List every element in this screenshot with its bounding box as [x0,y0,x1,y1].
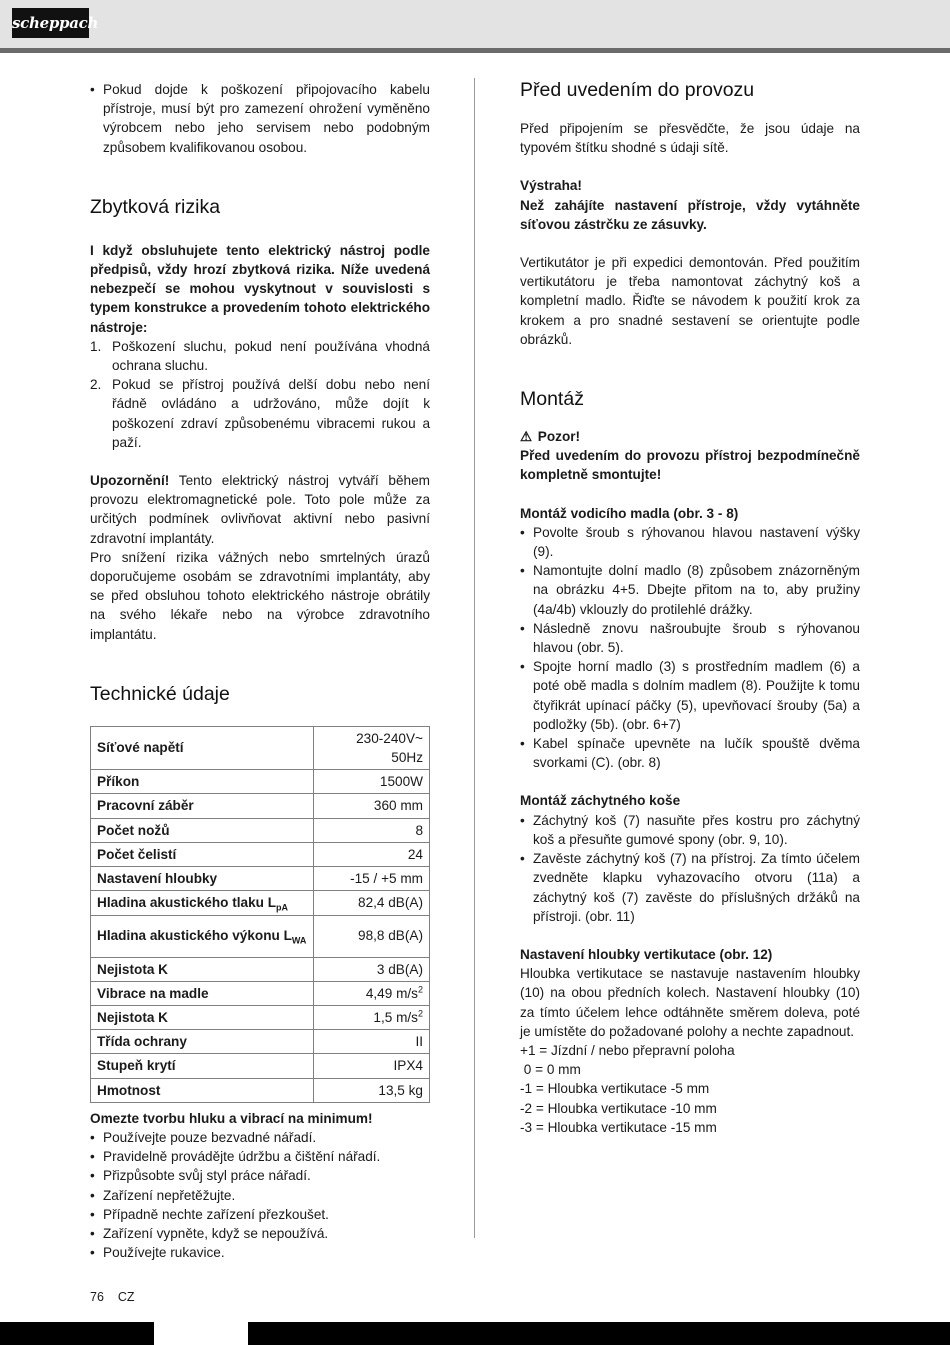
spec-value-text: 13,5 kg [378,1082,423,1098]
spec-value [314,915,430,957]
spec-label [91,957,314,981]
spec-label-subscript: pA [276,903,289,914]
noise-item: • Zařízení vypněte, když se nepoužívá. [90,1224,430,1243]
left-column [90,80,430,1262]
spec-row [91,818,430,842]
spec-label [91,867,314,891]
spec-label [91,981,314,1005]
caution-line [520,427,860,446]
notice-label: Upozornění! [90,473,170,489]
before-startup-heading: Před uvedením do provozu [520,79,755,101]
caution-label: Pozor! [537,429,581,445]
spec-value-text: 360 mm [373,798,423,814]
spec-label [91,842,314,866]
spec-label [91,1054,314,1078]
depth-position-line: -2 = Hloubka vertikutace -10 mm [520,1100,717,1116]
residual-risks-heading: Zbytková rizika [90,195,221,218]
spec-row [91,981,430,1005]
column-divider [474,78,475,1238]
depth-setting-text: Hloubka vertikutace se nastavuje nastavením hloubky (10) na obou předních kolech. Nastavení hloubky (10) za tímto účelem lehce odtáhněte směrem doleva, poté je umístěte do požadované polohy a nechte zapadnout. [520,966,860,1039]
depth-setting-heading: Nastavení hloubky vertikutace (obr. 12) [520,946,773,962]
spec-label-text: Síťové napětí [97,740,184,756]
page-header [0,0,950,48]
page-footer [90,1288,149,1307]
spec-label [91,915,314,957]
spec-label-subscript: WA [291,936,307,947]
spec-value-text: IPX4 [393,1058,423,1074]
handle-assembly-list [520,523,860,773]
spec-label [91,1030,314,1054]
spec-value [314,1030,430,1054]
basket-assembly-list [520,811,860,926]
delivery-text: Vertikutátor je při expedici demontován. Před použitím vertikutátoru je třeba namontovat záchytný koš a kompletní madlo. Řiďte se návodem k použití krok za krokem a pro snadné sestavení se orientujte podle obrázků. [520,255,860,347]
depth-position-line: +1 = Jízdní / nebo přepravní poloha [520,1042,735,1058]
spec-value [314,891,430,915]
depth-position-line: 0 = 0 mm [520,1062,581,1078]
spec-value-superscript: 2 [417,1008,423,1019]
spec-label-text: Hladina akustického výkonu L [97,928,292,944]
spec-label-text: Hmotnost [97,1082,161,1098]
spec-label-text: Počet čelistí [97,846,177,862]
spec-value [314,957,430,981]
spec-value [314,842,430,866]
residual-risks-intro: I když obsluhujete tento elektrický nástroj podle předpisů, vždy hrozí zbytková rizika. Níže uvedená nebezpečí se mohou vyskytnout v souvislosti s typem konstrukce a provedením tohoto elektrického nástroje: [90,242,430,335]
spec-value [314,1078,430,1102]
startup-text: Před připojením se přesvědčte, že jsou údaje na typovém štítku shodné s údaji sítě. [520,121,860,156]
spec-row [91,1078,430,1102]
spec-row [91,1005,430,1029]
spec-row [91,1030,430,1054]
noise-item: • Pravidelně provádějte údržbu a čištění nářadí. [90,1147,430,1166]
spec-value-text: 3 dB(A) [376,961,423,977]
noise-heading: Omezte tvorbu hluku a vibrací na minimum! [90,1110,373,1126]
spec-value-text: II [415,1034,423,1050]
item-number: 2. [90,377,102,393]
spec-value-text: 8 [415,822,423,838]
warning-triangle-icon: ⚠ [520,429,533,445]
spec-value [314,1054,430,1078]
spec-value-text: 230-240V~ 50Hz [356,730,423,766]
footer-bar-right [248,1322,950,1345]
item-number: 1. [90,338,102,354]
header-rule [0,48,950,53]
footer-bar-left [0,1322,154,1345]
spec-value [314,770,430,794]
spec-value-text: -15 / +5 mm [350,871,423,887]
spec-value-text: 82,4 dB(A) [358,895,423,911]
page-number: 76 [90,1290,104,1304]
spec-value [314,726,430,769]
depth-position-line: -3 = Hloubka vertikutace -15 mm [520,1119,717,1135]
spec-row [91,770,430,794]
item-text: Pokud se přístroj používá delší dobu nebo není řádně ovládáno a udržováno, může dojít k poškození zdraví způsobenému vibracemi rukou a paží. [112,377,430,450]
scheppach-logo: scheppach [12,8,89,38]
cable-bullet-list [90,80,430,157]
spec-row [91,957,430,981]
spec-value-text: 98,8 dB(A) [358,928,423,944]
warning-label: Výstraha! [520,178,582,194]
spec-label-text: Pracovní záběr [97,798,194,814]
spec-row [91,794,430,818]
spec-value [314,1005,430,1029]
residual-risk-item [90,375,430,452]
warning-text: Než zahájíte nastavení přístroje, vždy vytáhněte síťovou zástrčku ze zásuvky. [520,197,860,232]
notice-text: Tento elektrický nástroj vytváří během provozu elektromagnetické pole. Toto pole může za určitých podmínek ovlivňovat aktivní nebo pasivní zdravotní implantáty. [90,473,430,546]
spec-row [91,842,430,866]
spec-label-text: Stupeň krytí [97,1058,176,1074]
cable-bullet: • Pokud dojde k poškození připojovacího kabelu přístroje, musí být pro zamezení ohrožení vyměněno výrobcem nebo jeho servisem nebo podobným způsobem kvalifikovanou osobou. [90,80,430,157]
basket-assembly-heading: Montáž záchytného koše [520,793,681,809]
noise-item: • Případně nechte zařízení přezkoušet. [90,1205,430,1224]
spec-label [91,1078,314,1102]
noise-item: • Zařízení nepřetěžujte. [90,1186,430,1205]
spec-label-text: Nejistota K [97,1009,169,1025]
spec-value [314,867,430,891]
technical-data-table [90,726,430,1103]
handle-step: • Kabel spínače upevněte na lučík spouště dvěma svorkami (C). (obr. 8) [520,734,860,772]
spec-value [314,981,430,1005]
spec-label [91,794,314,818]
spec-value-text: 1500W [379,774,423,790]
spec-label-text: Počet nožů [97,822,170,838]
implant-advice: Pro snížení rizika vážných nebo smrtelných úrazů doporučujeme osobám se zdravotními implantáty, aby se před obsluhou tohoto elektrického nástroje obrátily na svého lékaře nebo na výrobce zdravotního implantátu. [90,549,430,642]
electromagnetic-notice [90,471,430,548]
spec-value [314,818,430,842]
handle-step: • Namontujte dolní madlo (8) způsobem znázorněným na obrázku 4+5. Dbejte přitom na to, aby pružiny (4a/4b) vklouzly do protilehlé drážky. [520,561,860,619]
spec-value-superscript: 2 [417,984,423,995]
spec-label-text: Příkon [97,774,140,790]
spec-value [314,794,430,818]
handle-step: • Následně znovu našroubujte šroub s rýhovanou hlavou (obr. 5). [520,619,860,657]
spec-value-text: 1,5 m/s [373,1009,418,1025]
caution-text: Před uvedením do provozu přístroj bezpodmínečně kompletně smontujte! [520,448,860,483]
spec-row [91,915,430,957]
language-code: CZ [117,1290,135,1304]
item-text: Poškození sluchu, pokud není používána vhodná ochrana sluchu. [112,338,430,374]
technical-data-heading: Technické údaje [90,682,230,705]
basket-step: • Zavěste záchytný koš (7) na přístroj. Za tímto účelem zvedněte klapku vyhazovacího otvoru (11a) a záchytný koš (7) zavěste do příslušných držáků na přístroji. (obr. 11) [520,849,860,926]
residual-risk-item [90,337,430,375]
spec-value-text: 4,49 m/s [365,985,418,1001]
residual-risks-list [90,337,430,452]
noise-item: • Používejte rukavice. [90,1243,430,1262]
spec-row [91,891,430,915]
spec-label-text: Vibrace na madle [97,985,209,1001]
depth-position-line: -1 = Hloubka vertikutace -5 mm [520,1081,710,1097]
right-column [520,78,860,1137]
spec-label [91,818,314,842]
spec-value-text: 24 [407,846,423,862]
assembly-heading: Montáž [520,388,584,411]
spec-label-text: Nastavení hloubky [97,871,218,887]
spec-row [91,726,430,769]
spec-label [91,1005,314,1029]
depth-positions [520,1041,860,1137]
noise-item: • Používejte pouze bezvadné nářadí. [90,1128,430,1147]
handle-step: • Spojte horní madlo (3) s prostředním madlem (6) a poté obě madla s dolním madlem (8). Použijte k tomu čtyřikrát upínací páčky (5), upevňovací šrouby (5a) a podložky (5b). (obr. 6+7) [520,657,860,734]
spec-label-text: Hladina akustického tlaku L [97,895,277,911]
handle-step: • Povolte šroub s rýhovanou hlavou nastavení výšky (9). [520,523,860,561]
spec-label [91,726,314,769]
spec-label-text: Nejistota K [97,961,169,977]
spec-row [91,1054,430,1078]
spec-row [91,867,430,891]
spec-label-text: Třída ochrany [97,1034,187,1050]
handle-assembly-heading: Montáž vodicího madla (obr. 3 - 8) [520,505,739,521]
noise-item: • Přizpůsobte svůj styl práce nářadí. [90,1166,430,1185]
noise-reduction-list [90,1128,430,1262]
basket-step: • Záchytný koš (7) nasuňte přes kostru pro záchytný koš a přesuňte gumové spony (obr. 9, 10). [520,811,860,849]
spec-label [91,770,314,794]
spec-label [91,891,314,915]
